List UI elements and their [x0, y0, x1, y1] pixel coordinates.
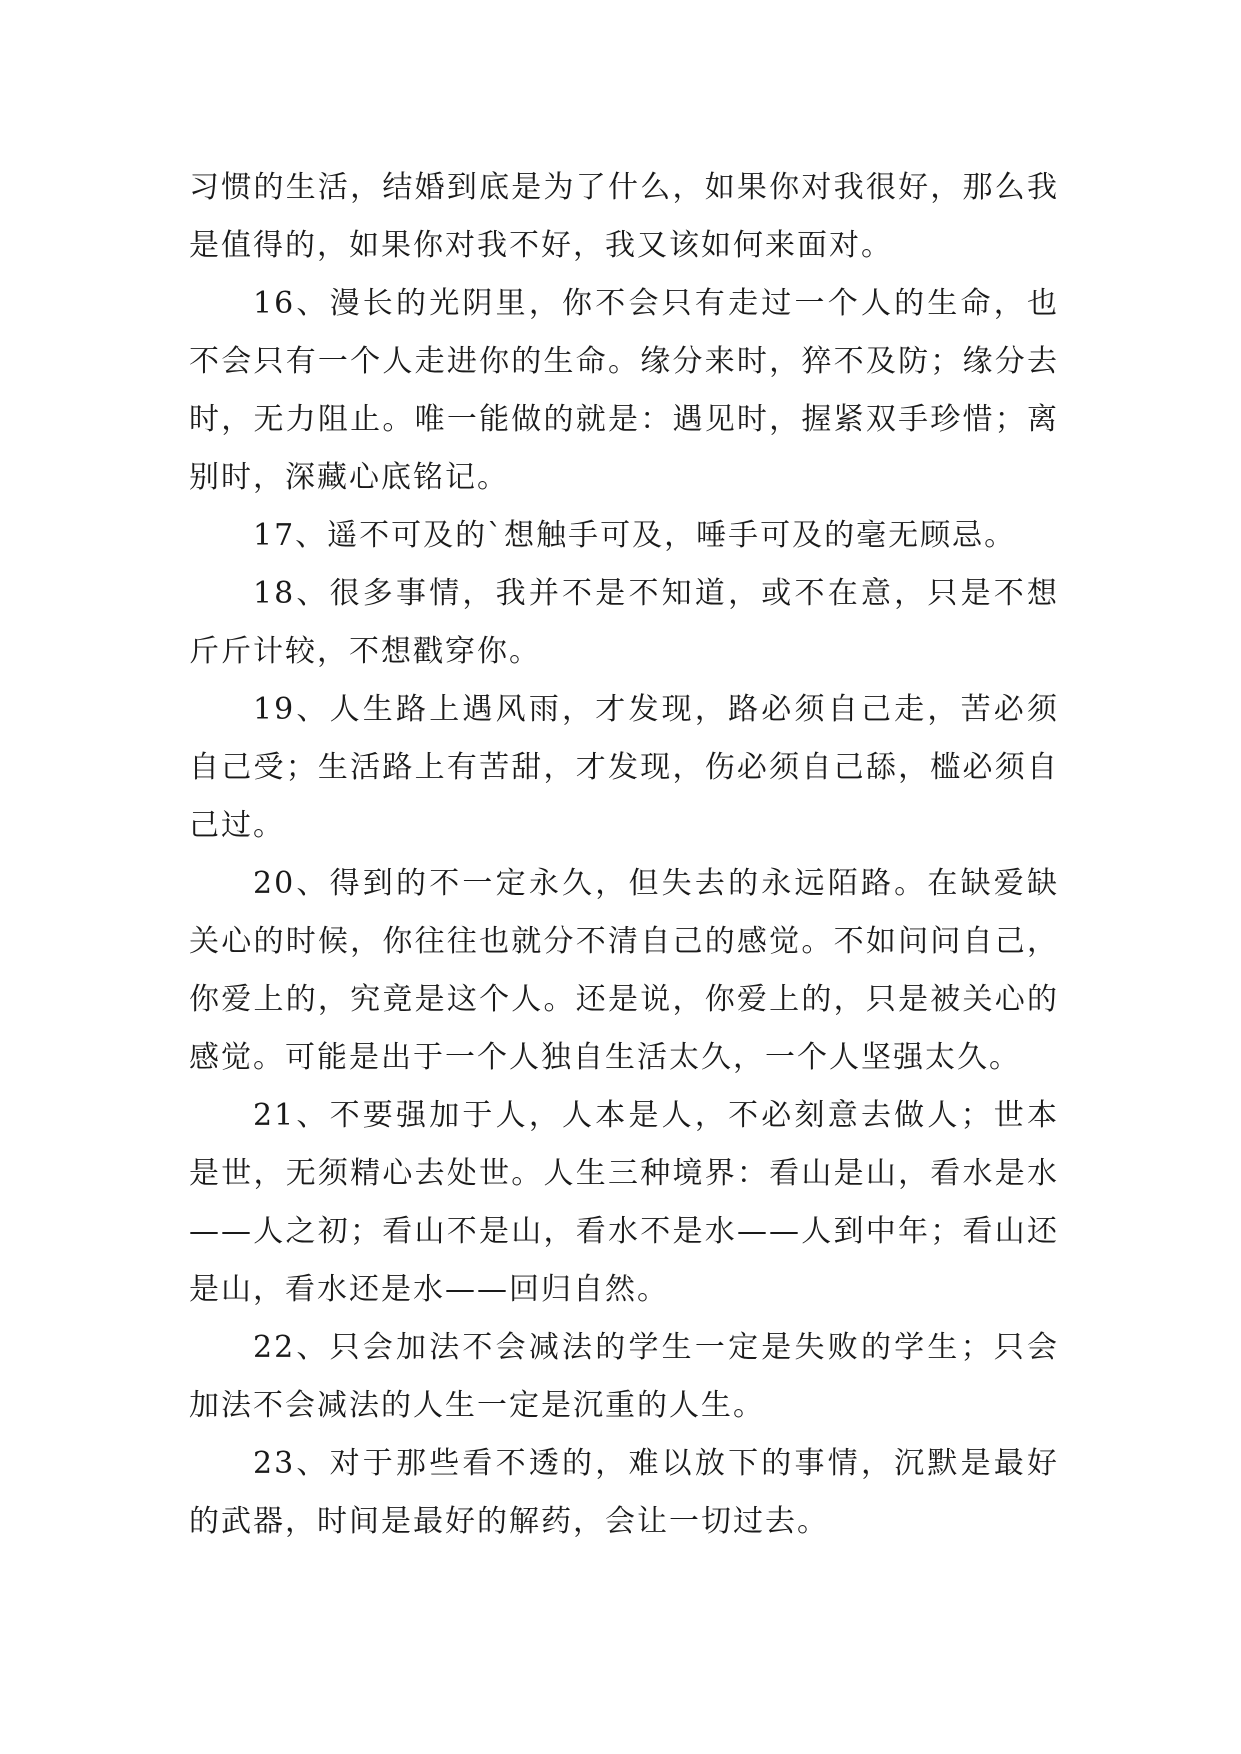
paragraph-23: 23、对于那些看不透的，难以放下的事情，沉默是最好的武器，时间是最好的解药，会让一切过去。 [189, 1446, 1059, 1539]
document-page [189, 159, 1059, 1551]
paragraph-18: 18、很多事情，我并不是不知道，或不在意，只是不想斤斤计较，不想戳穿你。 [189, 576, 1059, 669]
paragraph-16: 16、漫长的光阴里，你不会只有走过一个人的生命，也不会只有一个人走进你的生命。缘分来时，猝不及防；缘分去时，无力阻止。唯一能做的就是：遇见时，握紧双手珍惜；离别时，深藏心底铭记。 [189, 286, 1059, 495]
paragraph-continuation: 习惯的生活，结婚到底是为了什么，如果你对我很好，那么我是值得的，如果你对我不好，我又该如何来面对。 [189, 170, 1059, 263]
paragraph-21: 21、不要强加于人，人本是人，不必刻意去做人；世本是世，无须精心去处世。人生三种境界：看山是山，看水是水——人之初；看山不是山，看水不是水——人到中年；看山还是山，看水还是水——回归自然。 [189, 1098, 1059, 1307]
paragraph-19: 19、人生路上遇风雨，才发现，路必须自己走，苦必须自己受；生活路上有苦甜，才发现，伤必须自己舔，槛必须自己过。 [189, 692, 1059, 843]
paragraph-22: 22、只会加法不会减法的学生一定是失败的学生；只会加法不会减法的人生一定是沉重的人生。 [189, 1330, 1059, 1423]
paragraph-20: 20、得到的不一定永久，但失去的永远陌路。在缺爱缺关心的时候，你往往也就分不清自己的感觉。不如问问自己，你爱上的，究竟是这个人。还是说，你爱上的，只是被关心的感觉。可能是出于一个人独自生活太久，一个人坚强太久。 [189, 866, 1059, 1075]
paragraph-17: 17、遥不可及的`想触手可及，唾手可及的毫无顾忌。 [253, 518, 1017, 553]
